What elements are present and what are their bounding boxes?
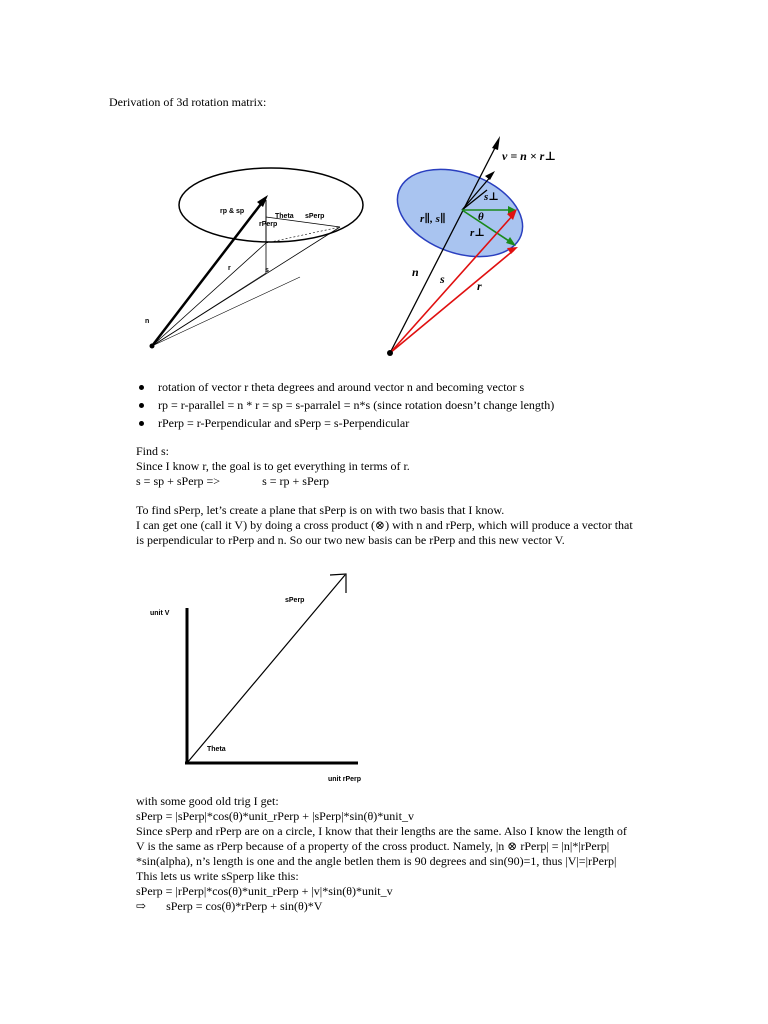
equation-part-b: s = rp + sPerp: [262, 474, 329, 488]
r-projection-line: [152, 273, 266, 346]
rotation-circle: [179, 168, 363, 242]
label-unit-v: unit V: [150, 610, 170, 617]
conclusion-line: [136, 899, 627, 914]
label-rperp: rPerp: [259, 221, 278, 228]
label-theta: θ: [478, 211, 484, 223]
r-vector: [152, 243, 266, 346]
find-line: Find s:: [136, 444, 170, 458]
label-n: n: [412, 265, 419, 279]
bullet-item: rp = r-parallel = n * r = sp = s-parralel = n*s (since rotation doesn’t change length): [136, 396, 554, 414]
derivation-line: sPerp = |rPerp|*cos(θ)*unit_rPerp + |v|*sin(θ)*unit_v: [136, 884, 393, 898]
derivation-line: sPerp = |sPerp|*cos(θ)*unit_rPerp + |sPerp|*sin(θ)*unit_v: [136, 809, 414, 823]
bullet-item: rPerp = r-Perpendicular and sPerp = s-Perpendicular: [136, 414, 554, 432]
label-r-perp: r⊥: [470, 227, 485, 239]
sperp-vector: [187, 575, 345, 763]
equation-part-a: s = sp + sPerp =>: [136, 474, 221, 488]
label-v-equation: v = n × r⊥: [502, 149, 556, 163]
paragraph-line: I can get one (call it V) by doing a cross product (⊗) with n and rPerp, which will produce a vector that: [136, 518, 633, 532]
label-r: r: [477, 279, 482, 293]
find-equation-line: [136, 474, 410, 489]
basis-diagram: [140, 565, 370, 787]
label-unit-rperp: unit rPerp: [328, 776, 362, 783]
derivation-line: V is the same as rPerp because of a property of the cross product. Namely, |n ⊗ rPerp| = |n|*|rPerp|: [136, 839, 610, 853]
paragraph-line: To find sPerp, let’s create a plane that sPerp is on with two basis that I know.: [136, 503, 505, 517]
label-rp-sp: rp & sp: [220, 208, 245, 215]
find-s-block: [136, 444, 410, 489]
derivation-line: *sin(alpha), n’s length is one and the angle betlen them is 90 degrees and sin(90)=1, thus |V|=|rPerp|: [136, 854, 617, 868]
bullet-list: [136, 378, 554, 432]
page-title: Derivation of 3d rotation matrix:: [109, 95, 267, 109]
label-n: n: [145, 318, 150, 325]
find-line: Since I know r, the goal is to get everything in terms of r.: [136, 459, 410, 473]
red-r-vector: [390, 250, 514, 353]
label-theta: Theta: [207, 746, 226, 753]
label-s: s: [440, 272, 445, 286]
sweep-line: [266, 227, 340, 243]
paragraph-line: is perpendicular to rPerp and n. So our two new basis can be rPerp and this new vector V.: [136, 533, 565, 547]
n-arrowhead: [492, 136, 500, 150]
s-projection-line: [152, 277, 300, 346]
label-theta: Theta: [275, 213, 294, 220]
label-r: r: [228, 265, 231, 272]
derivation-line: This lets us write sSperp like this:: [136, 869, 299, 883]
label-r-s-parallel: r∥, s∥: [420, 213, 446, 225]
rotation-diagram-left: [140, 155, 370, 355]
label-sperp: sPerp: [285, 597, 305, 604]
origin-point: [387, 350, 393, 356]
derivation-line: Since sPerp and rPerp are on a circle, I know that their lengths are the same. Also I know the length of: [136, 824, 627, 838]
n-vector: [152, 200, 264, 346]
label-s-perp: s⊥: [484, 191, 499, 203]
rotation-diagram-right: [380, 130, 580, 365]
derivation-line: with some good old trig I get:: [136, 794, 279, 808]
basis-paragraph: [136, 503, 633, 548]
bullet-item: rotation of vector r theta degrees and around vector n and becoming vector s: [136, 378, 554, 396]
label-s: s: [265, 267, 269, 274]
origin-point: [150, 344, 155, 349]
v-arrowhead: [485, 171, 495, 180]
conclusion-text: sPerp = cos(θ)*rPerp + sin(θ)*V: [166, 899, 323, 913]
label-sperp: sPerp: [305, 213, 325, 220]
derivation-block: [136, 794, 627, 914]
conclusion-arrow-icon: ⇨: [136, 899, 147, 913]
